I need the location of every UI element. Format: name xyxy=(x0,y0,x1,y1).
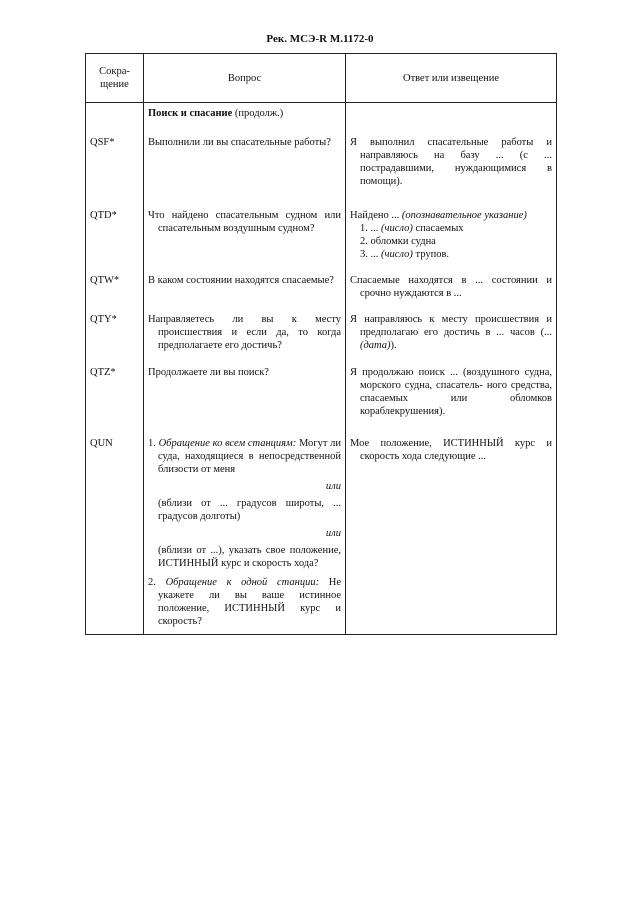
table-row xyxy=(86,271,557,310)
row-answer: Я направляюсь к месту происшествия и предполагаю его достичь в ... часов (... (дата)). xyxy=(346,310,557,363)
or-label: или xyxy=(325,481,341,492)
row-question: Направляетесь ли вы к месту происшествия и если да, то когда предполагаете его достичь? xyxy=(144,310,346,363)
table-row xyxy=(86,206,557,271)
table-row xyxy=(86,133,557,206)
row-question: 1. Обращение ко всем станциям: Могут ли суда, находящиеся в непосредственной близости от меня или (вблизи от ... градусов широты, ... градусов долготы) или (вблизи от ...), указать свое положение, ИСТИННЫЙ курс и скорость хода? 2. Обращение к одной станции: Не укажете ли вы ваше истинное положение, ИСТИННЫЙ курс и скорость? xyxy=(144,434,346,635)
row-code: QTY* xyxy=(86,310,144,363)
table-header-row xyxy=(86,54,557,103)
header-question: Вопрос xyxy=(144,54,346,103)
row-question: Выполнили ли вы спасательные работы? xyxy=(144,133,346,206)
row-question: Что найдено спасательным судном или спасательным воздушным судном? xyxy=(144,206,346,271)
table-row xyxy=(86,363,557,434)
row-answer: Мое положение, ИСТИННЫЙ курс и скорость хода следующие ... xyxy=(346,434,557,635)
row-question: В каком состоянии находятся спасаемые? xyxy=(144,271,346,310)
header-answer: Ответ или извещение xyxy=(346,54,557,103)
row-code: QSF* xyxy=(86,133,144,206)
section-title: Поиск и спасание (продолж.) xyxy=(144,103,346,134)
table-row xyxy=(86,434,557,635)
row-question: Продолжаете ли вы поиск? xyxy=(144,363,346,434)
section-row xyxy=(86,103,557,134)
row-answer: Спасаемые находятся в ... состоянии и срочно нуждаются в ... xyxy=(346,271,557,310)
q-code-table xyxy=(85,53,557,635)
row-code: QUN xyxy=(86,434,144,635)
row-code: QTW* xyxy=(86,271,144,310)
row-code: QTD* xyxy=(86,206,144,271)
page-header: Рек. МСЭ-R M.1172-0 xyxy=(266,33,374,45)
table-row xyxy=(86,310,557,363)
header-abbreviation: Сокра- щение xyxy=(86,54,144,103)
row-answer: Я продолжаю поиск ... (воздушного судна, морского судна, спасатель- ного средства, спасаемых или обломков кораблекрушения). xyxy=(346,363,557,434)
row-answer: Я выполнил спасательные работы и направляюсь на базу ... (с ... пострадавшими, нуждающимися в помощи). xyxy=(346,133,557,206)
or-label: или xyxy=(325,528,341,539)
row-code: QTZ* xyxy=(86,363,144,434)
row-answer: Найдено ... (опознавательное указание) 1. ... (число) спасаемых 2. обломки судна 3. ... (число) трупов. xyxy=(346,206,557,271)
